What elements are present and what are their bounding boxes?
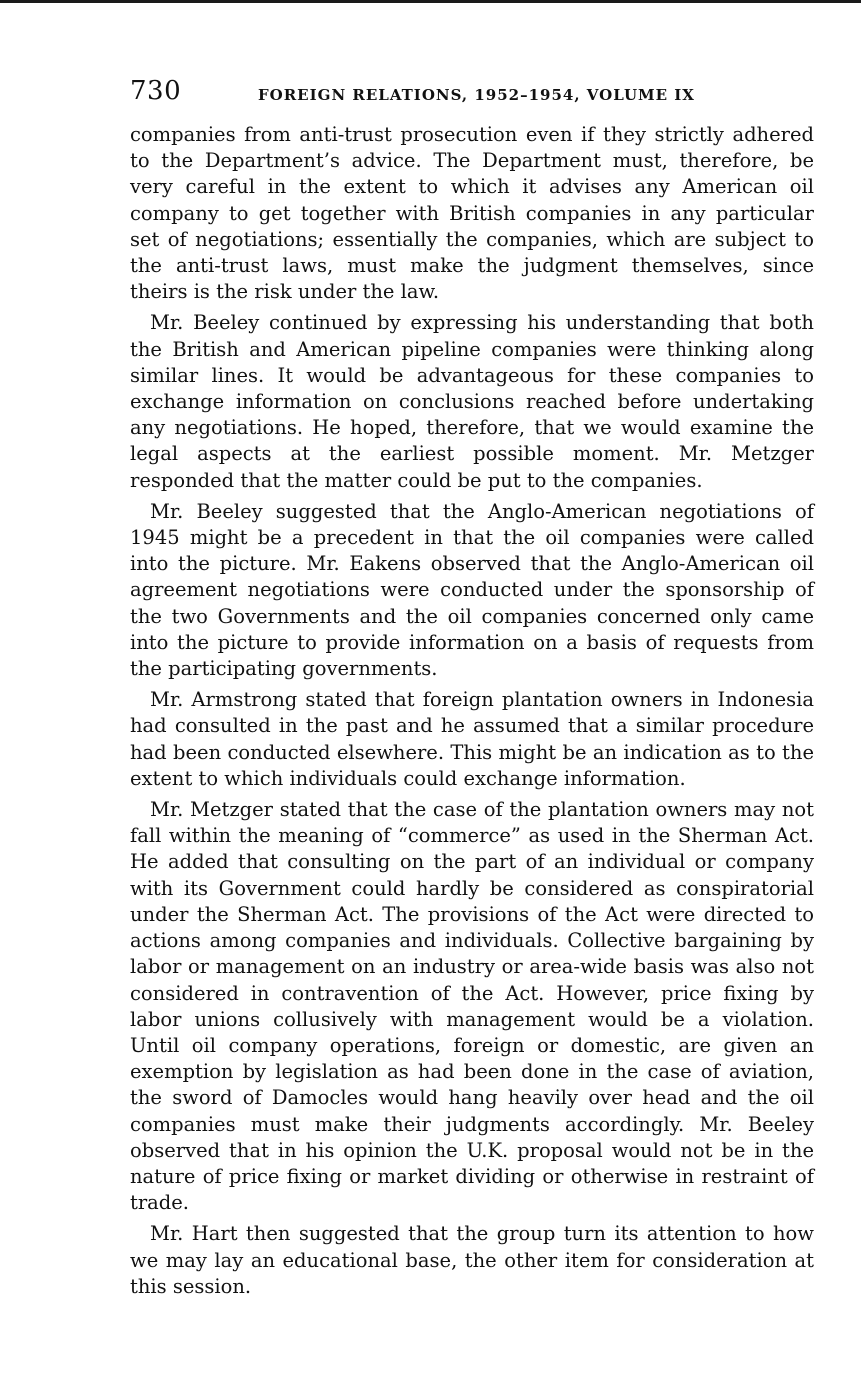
paragraph: Mr. Beeley suggested that the Anglo-American negotiations of 1945 might be a precedent in that the oil companies were called into the picture. Mr. Eakens observed that the Anglo-American oil agreement negotiations were conducted under the sponsorship of the two Governments and the oil companies concerned only came into the picture to provide information on a basis of requests from the participating governments. bbox=[130, 499, 814, 681]
running-head: FOREIGN RELATIONS, 1952–1954, VOLUME IX bbox=[258, 86, 695, 104]
top-border-rule bbox=[0, 0, 861, 3]
document-body bbox=[130, 122, 814, 1305]
page-header bbox=[130, 76, 814, 110]
paragraph: Mr. Metzger stated that the case of the plantation owners may not fall within the meaning of “commerce” as used in the Sherman Act. He added that consulting on the part of an individual or company with its Government could hardly be considered as conspiratorial under the Sherman Act. The provisions of the Act were directed to actions among companies and individuals. Collective bargaining by labor or management on an industry or area-wide basis was also not considered in contravention of the Act. However, price fixing by labor unions collusively with management would be a violation. Until oil company operations, foreign or domestic, are given an exemption by legislation as had been done in the case of aviation, the sword of Damocles would hang heavily over head and the oil companies must make their judgments accordingly. Mr. Beeley observed that in his opinion the U.K. proposal would not be in the nature of price fixing or market dividing or otherwise in restraint of trade. bbox=[130, 798, 814, 1215]
paragraph: Mr. Hart then suggested that the group turn its attention to how we may lay an educational base, the other item for consideration at this session. bbox=[130, 1222, 814, 1298]
page-number: 730 bbox=[130, 76, 182, 106]
paragraph-continued: companies from anti-trust prosecution even if they strictly adhered to the Department’s advice. The Department must, therefore, be very careful in the extent to which it advises any American oil company to get together with British companies in any particular set of negotiations; essentially the companies, which are subject to the anti-trust laws, must make the judgment themselves, since theirs is the risk under the law. bbox=[130, 123, 814, 304]
paragraph: Mr. Armstrong stated that foreign plantation owners in Indonesia had consulted in the past and he assumed that a similar procedure had been conducted elsewhere. This might be an indication as to the extent to which individuals could exchange information. bbox=[130, 688, 814, 790]
paragraph: Mr. Beeley continued by expressing his understanding that both the British and American pipeline companies were thinking along similar lines. It would be advantageous for these companies to exchange information on conclusions reached before undertaking any negotiations. He hoped, therefore, that we would examine the legal aspects at the earliest possible moment. Mr. Metzger responded that the matter could be put to the companies. bbox=[130, 311, 814, 492]
